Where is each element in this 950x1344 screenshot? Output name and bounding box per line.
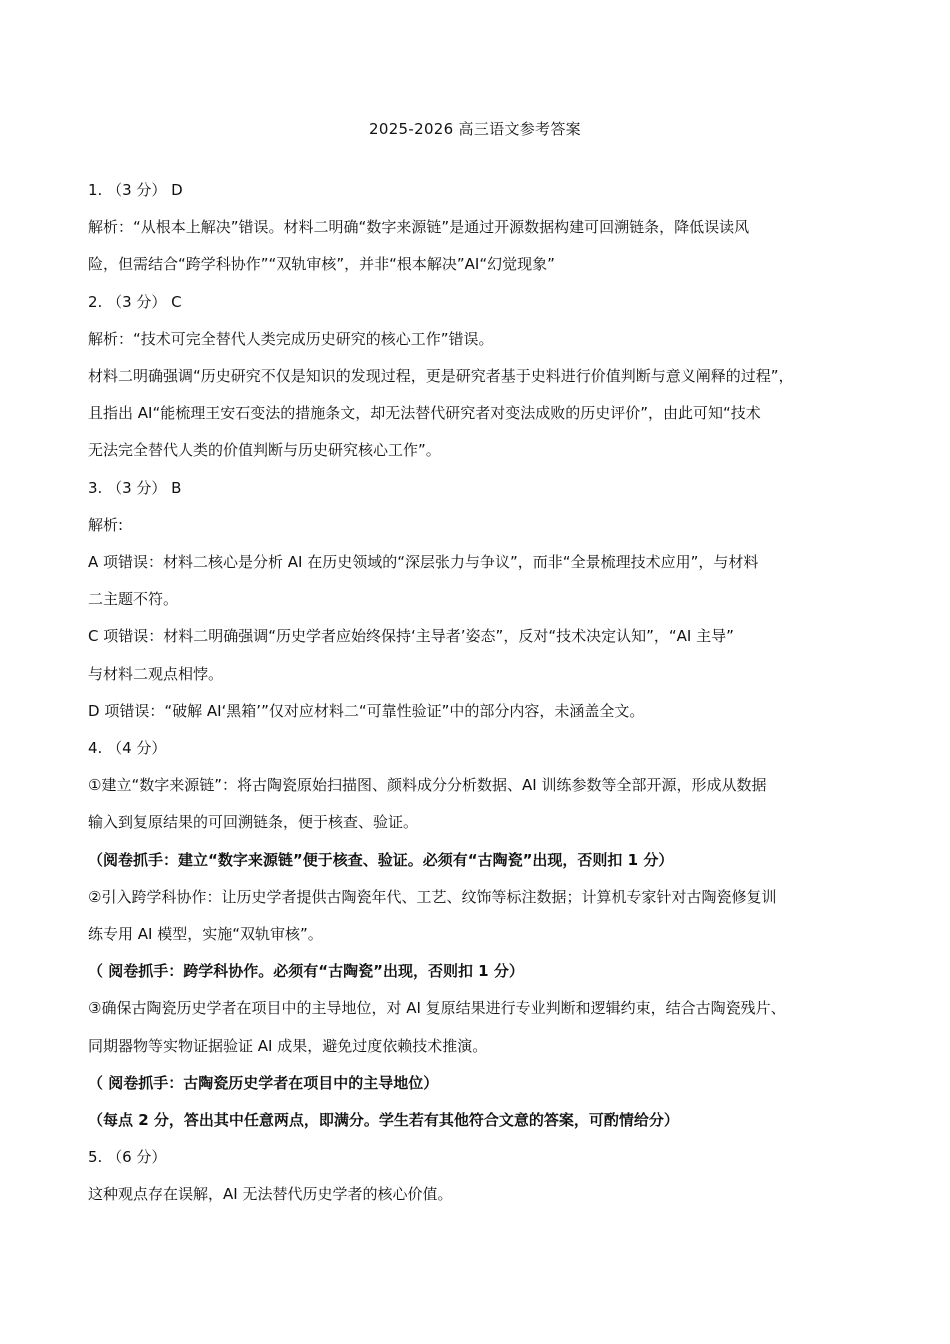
answer-text-line: 解析：“从根本上解决”错误。材料二明确“数字来源链”是通过开源数据构建可回溯链条，降低误读风 (88, 218, 750, 237)
answer-text-line: 与材料二观点相悖。 (88, 664, 224, 683)
answer-text-line: D 项错误：“破解 AI‘黑箱’”仅对应材料二“可靠性验证”中的部分内容，未涵盖全文。 (88, 701, 645, 720)
grading-note-line: （ 阅卷抓手：跨学科协作。必须有“古陶瓷”出现，否则扣 1 分） (88, 962, 524, 981)
answer-text-line: 解析：“技术可完全替代人类完成历史研究的核心工作”错误。 (88, 329, 494, 348)
answer-text-line: ②引入跨学科协作：让历史学者提供古陶瓷年代、工艺、纹饰等标注数据；计算机专家针对古陶瓷修复训 (88, 887, 777, 906)
answer-text-line: 练专用 AI 模型，实施“双轨审核”。 (88, 925, 323, 944)
answer-text-line: 解析: (88, 515, 124, 534)
answer-text-line: 3. （3 分） B (88, 478, 182, 497)
answer-text-line: 2. （3 分） C (88, 292, 182, 311)
answer-text-line: 4. （4 分） (88, 739, 167, 758)
answer-text-line: 二主题不符。 (88, 590, 179, 609)
answer-text-line: 无法完全替代人类的价值判断与历史研究核心工作”。 (88, 441, 441, 460)
answer-text-line: 1. （3 分） D (88, 181, 183, 199)
answer-body (88, 172, 866, 1214)
answer-text-line: 材料二明确强调“历史研究不仅是知识的发现过程，更是研究者基于史料进行价值判断与意义阐释的过程”， (88, 367, 794, 386)
answer-text-line: 输入到复原结果的可回溯链条，便于核查、验证。 (88, 813, 419, 832)
grading-note-line: （阅卷抓手：建立“数字来源链”便于核查、验证。必须有“古陶瓷”出现，否则扣 1 分） (88, 850, 674, 869)
answer-text-line: 同期器物等实物证据验证 AI 成果，避免过度依赖技术推演。 (88, 1036, 488, 1055)
answer-text-line: ①建立“数字来源链”：将古陶瓷原始扫描图、颜料成分分析数据、AI 训练参数等全部开源，形成从数据 (88, 776, 767, 795)
grading-note-line: （ 阅卷抓手：古陶瓷历史学者在项目中的主导地位） (88, 1073, 439, 1092)
answer-text-line: ③确保古陶瓷历史学者在项目中的主导地位，对 AI 复原结果进行专业判断和逻辑约束，结合古陶瓷残片、 (88, 999, 786, 1018)
document-title: 2025-2026 高三语文参考答案 (369, 120, 581, 138)
answer-text-line: 这种观点存在误解，AI 无法替代历史学者的核心价值。 (88, 1185, 453, 1204)
answer-text-line: 5. （6 分） (88, 1148, 167, 1167)
answer-text-line: 且指出 AI“能梳理王安石变法的措施条文，却无法替代研究者对变法成败的历史评价”，由此可知“技术 (88, 404, 761, 423)
grading-note-line: （每点 2 分，答出其中任意两点，即满分。学生若有其他符合文意的答案，可酌情给分） (88, 1111, 679, 1130)
answer-text-line: C 项错误：材料二明确强调“历史学者应始终保持‘主导者’姿态”，反对“技术决定认知”，“AI 主导” (88, 627, 734, 646)
answer-text-line: A 项错误：材料二核心是分析 AI 在历史领域的“深层张力与争议”，而非“全景梳理技术应用”，与材料 (88, 553, 759, 572)
answer-text-line: 险，但需结合“跨学科协作”“双轨审核”，并非“根本解决”AI“幻觉现象” (88, 255, 555, 274)
